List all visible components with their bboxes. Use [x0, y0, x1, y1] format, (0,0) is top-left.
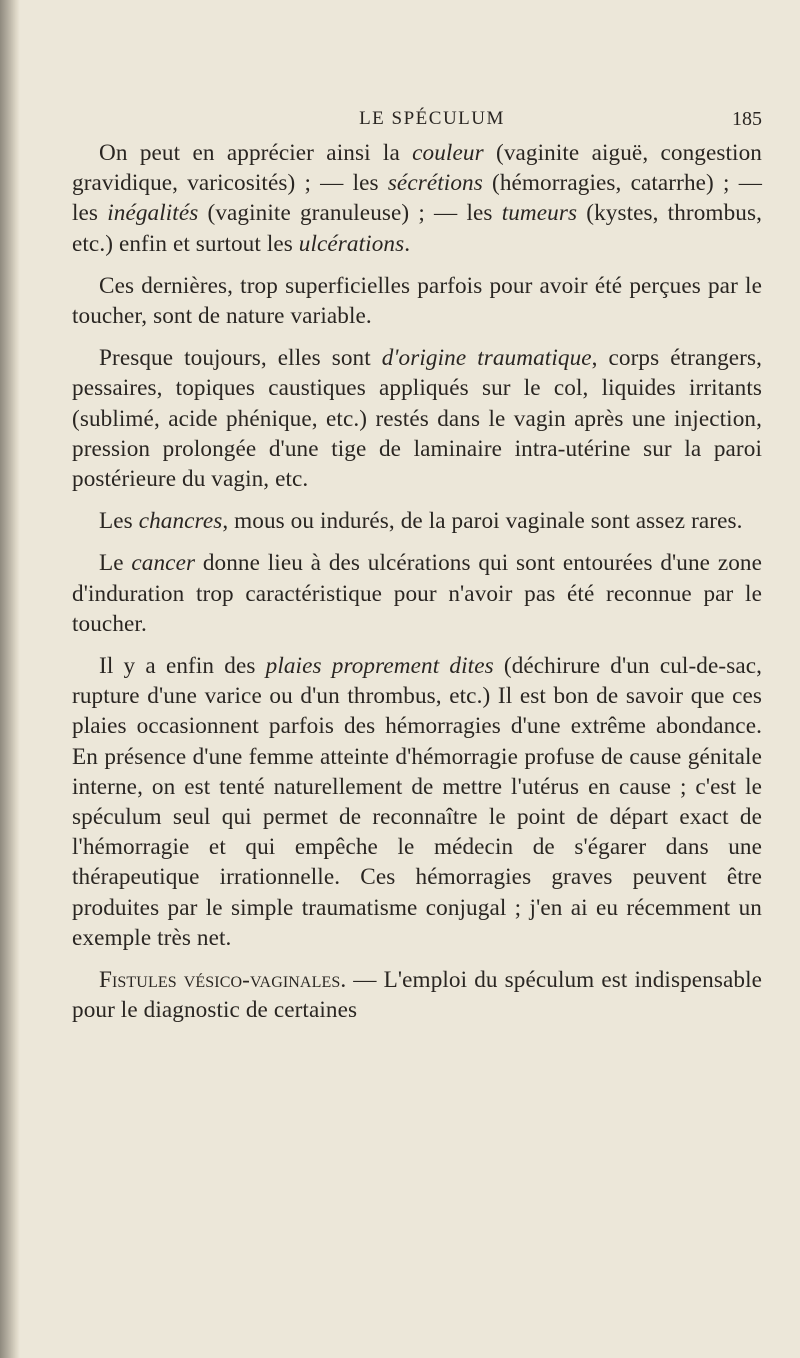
- book-spine-shadow: [0, 0, 20, 1358]
- running-title: LE SPÉCULUM: [359, 108, 505, 129]
- paragraph-1: On peut en apprécier ainsi la couleur (vaginite aiguë, congestion gravidique, varicosités) ; — les sécrétions (hémorragies, catarrhe) ; — les inégalités (vaginite granuleuse) ; — les tumeurs (kystes, thrombus, etc.) enfin et surtout les ulcérations.: [72, 140, 762, 257]
- italic-term-cancer: cancer: [131, 550, 196, 577]
- paragraph-5: Le cancer donne lieu à des ulcérations qui sont entourées d'une zone d'induration trop caractéristique pour n'avoir pas été reconnue par le toucher.: [72, 550, 762, 637]
- paragraph-7: Fistules vésico-vaginales. — L'emploi du spéculum est indispensable pour le diagnostic de certaines: [72, 967, 762, 1024]
- italic-term-plaies: plaies proprement dites: [265, 653, 494, 680]
- paragraph-2: Ces dernières, trop superficielles parfois pour avoir été perçues par le toucher, sont de nature variable.: [72, 272, 762, 330]
- paragraph-6: Il y a enfin des plaies proprement dites (déchirure d'un cul-de-sac, rupture d'une varice ou d'un thrombus, etc.) Il est bon de savoir que ces plaies occasionnent parfois des hémorragies d'une extrême abondance. En présence d'une femme atteinte d'hémorragie profuse de cause génitale interne, on est tenté naturellement de mettre l'utérus en cause ; c'est le spéculum seul qui permet de reconnaître le point de départ exact de l'hémorragie et qui empêche le médecin de s'égarer dans une thérapeutique irrationnelle. Ces hémorragies graves peuvent être produites par le simple traumatisme conjugal ; j'en ai eu récemment un exemple très net.: [72, 653, 762, 951]
- page-header: [72, 108, 762, 138]
- section-heading-fistules: Fistules vésico-vaginales.: [99, 967, 347, 994]
- italic-term-ulcerations: ulcérations: [298, 230, 405, 257]
- page-number: 185: [732, 108, 762, 130]
- italic-term-origine-traumatique: d'origine traumatique: [381, 345, 592, 372]
- paragraph-4: Les chancres, mous ou indurés, de la paroi vaginale sont assez rares.: [99, 508, 743, 535]
- italic-term-secretions: sécrétions: [387, 170, 483, 197]
- italic-term-tumeurs: tumeurs: [501, 200, 578, 227]
- book-page: [72, 108, 762, 1025]
- paragraph-3: Presque toujours, elles sont d'origine traumatique, corps étrangers, pessaires, topiques caustiques appliqués sur le col, liquides irritants (sublimé, acide phénique, etc.) restés dans le vagin après une injection, pression prolongée d'une tige de laminaire intra-utérine sur la paroi postérieure du vagin, etc.: [72, 345, 763, 493]
- italic-term-inegalites: inégalités: [107, 200, 199, 227]
- italic-term-chancres: chancres: [138, 508, 223, 535]
- italic-term-couleur: couleur: [412, 140, 484, 166]
